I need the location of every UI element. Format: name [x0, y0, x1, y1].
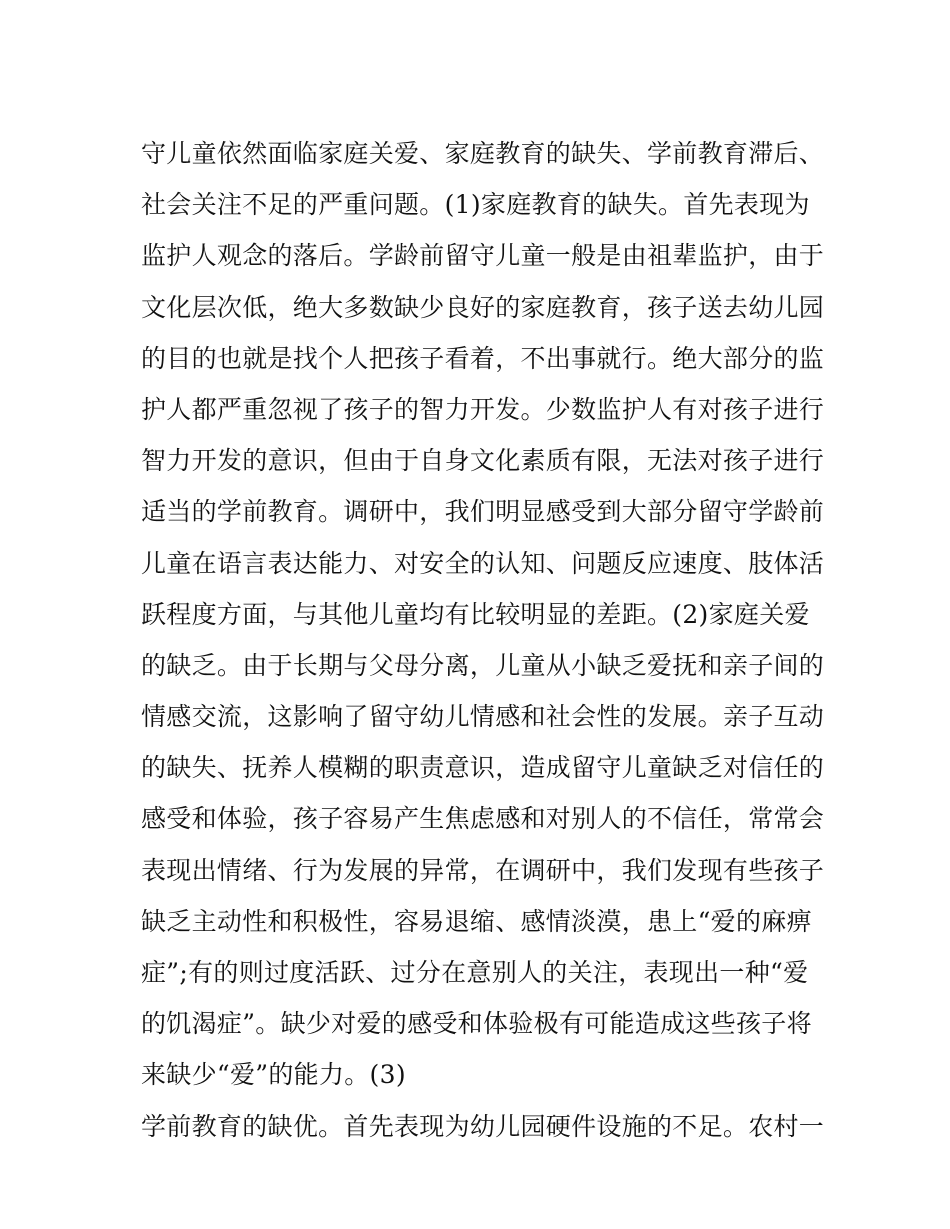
text-line-2: 社会关注不足的严重问题。(1)家庭教育的缺失。首先表现为: [141, 190, 810, 220]
text-line-6: 护人都严重忽视了孩子的智力开发。少数监护人有对孩子进行: [141, 394, 825, 424]
text-line-4: 文化层次低，绝大多数缺少良好的家庭教育，孩子送去幼儿园: [141, 292, 825, 322]
text-line-18: 的饥渴症”。缺少对爱的感受和体验极有可能造成这些孩子将: [141, 1009, 812, 1039]
body-text: [141, 128, 825, 1152]
text-line-16: 缺乏主动性和积极性，容易退缩、感情淡漠，患上“爱的麻痹: [141, 906, 812, 936]
text-line-14: 感受和体验，孩子容易产生焦虑感和对别人的不信任，常常会: [141, 804, 825, 834]
text-line-13: 的缺失、抚养人模糊的职责意识，造成留守儿童缺乏对信任的: [141, 753, 825, 783]
text-line-11: 的缺乏。由于长期与父母分离，儿童从小缺乏爱抚和亲子间的: [141, 650, 825, 680]
text-line-9: 儿童在语言表达能力、对安全的认知、问题反应速度、肢体活: [141, 548, 825, 578]
text-line-19: 来缺少“爱”的能力。(3): [141, 1060, 406, 1090]
text-line-15: 表现出情绪、行为发展的异常，在调研中，我们发现有些孩子: [141, 855, 825, 885]
text-line-17: 症”;有的则过度活跃、过分在意别人的关注，表现出一种“爱: [141, 958, 809, 987]
text-line-7: 智力开发的意识，但由于自身文化素质有限，无法对孩子进行: [141, 446, 825, 476]
text-line-1: 守儿童依然面临家庭关爱、家庭教育的缺失、学前教育滞后、: [141, 139, 825, 168]
text-line-5: 的目的也就是找个人把孩子看着，不出事就行。绝大部分的监: [141, 343, 825, 373]
text-line-20: 学前教育的缺优。首先表现为幼儿园硬件设施的不足。农村一: [141, 1111, 825, 1141]
text-line-12: 情感交流，这影响了留守幼儿情感和社会性的发展。亲子互动: [141, 702, 825, 732]
text-line-10: 跃程度方面，与其他儿童均有比较明显的差距。(2)家庭关爱: [141, 599, 810, 629]
text-line-3: 监护人观念的落后。学龄前留守儿童一般是由祖辈监护，由于: [141, 241, 825, 271]
text-line-8: 适当的学前教育。调研中，我们明显感受到大部分留守学龄前: [141, 497, 825, 527]
